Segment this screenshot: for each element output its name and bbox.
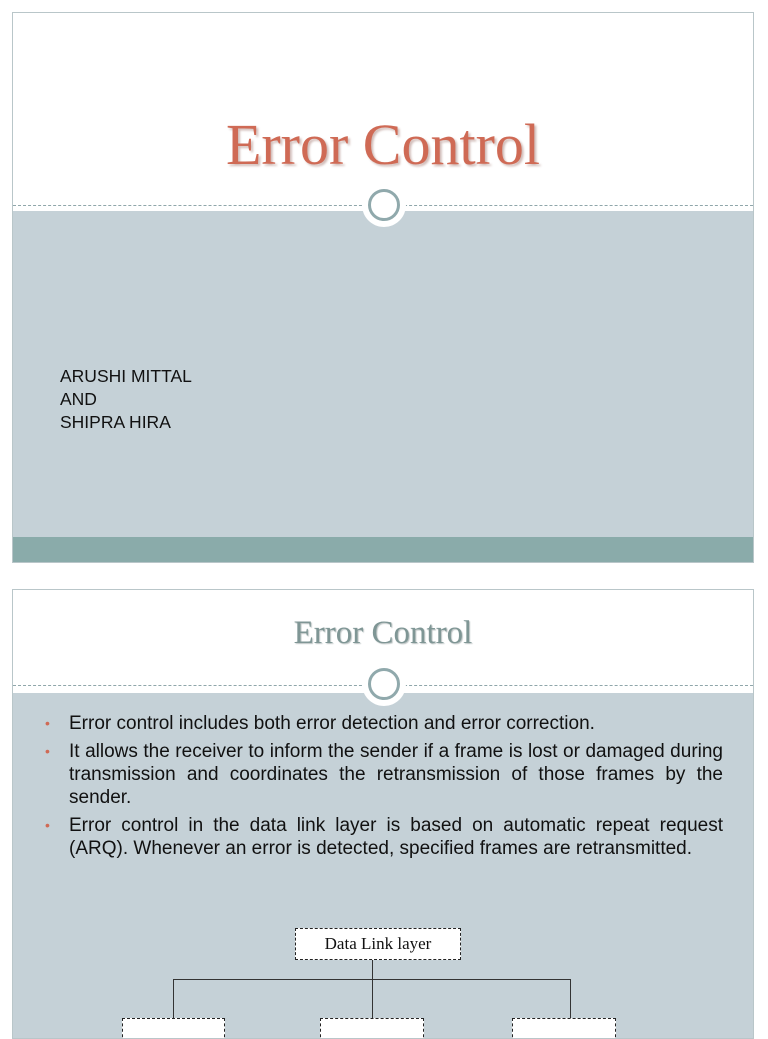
ring-ornament-icon [362, 662, 406, 706]
diagram-root-box: Data Link layer [295, 928, 461, 960]
diagram-child-box [122, 1018, 225, 1039]
diagram-connector [173, 979, 174, 1019]
bullet-icon: • [45, 715, 50, 731]
bullet-text: It allows the receiver to inform the sender if a frame is lost or damaged during transmission and coordinates the retransmission of those frames by the sender. [69, 741, 723, 808]
diagram-child-box [320, 1018, 424, 1039]
bullet-text: Error control includes both error detection and error correction. [69, 713, 595, 734]
title-slide [12, 12, 754, 563]
bullet-icon: • [45, 817, 50, 833]
author-list [60, 365, 192, 434]
author-conjunction: AND [60, 389, 97, 409]
bullet-text: Error control in the data link layer is based on automatic repeat request (ARQ). Whenever an error is detected, specified frames are retransmitted. [69, 815, 723, 859]
bullet-list [43, 712, 723, 865]
author-name: SHIPRA HIRA [60, 412, 171, 432]
list-item [43, 814, 723, 860]
diagram-connector [372, 979, 373, 1019]
diagram-connector [372, 960, 373, 980]
slide-title: Error Control [293, 615, 473, 651]
list-item [43, 740, 723, 809]
ring-ornament-icon [362, 183, 406, 227]
content-slide [12, 589, 754, 1039]
diagram-child-box [512, 1018, 616, 1039]
slide-title: Error Control [225, 112, 541, 177]
diagram-connector [570, 979, 571, 1019]
bullet-icon: • [45, 743, 50, 759]
footer-band [13, 537, 753, 563]
list-item [43, 712, 723, 735]
author-name: ARUSHI MITTAL [60, 366, 192, 386]
